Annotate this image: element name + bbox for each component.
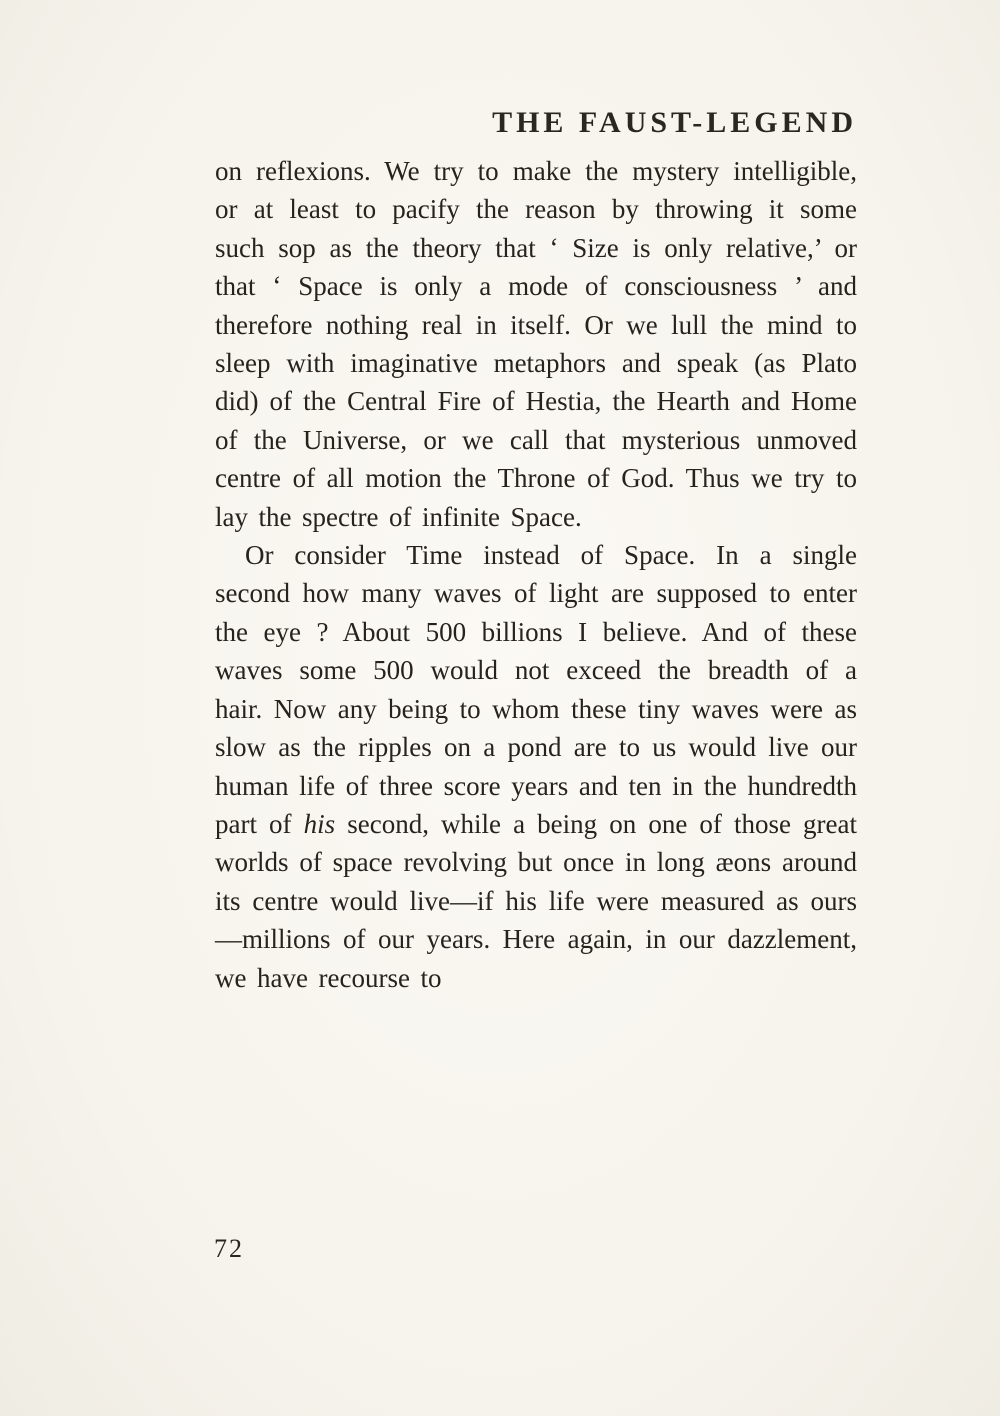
paragraph-2 [215,536,857,997]
paragraph-1 [215,152,857,536]
page-number: 72 [214,1234,244,1263]
paragraph-2-text-b: second, while a being on one of those great worlds of space revolving but once in long æons around its centre would live—if his life were measured as ours—millions of our years. Here again, in our dazzlement, we have recourse to [215,808,857,993]
paragraph-2-text-a: Or consider Time instead of Space. In a single second how many waves of light are supposed to enter the eye ? About 500 billions I believe. And of these waves some 500 would not exceed the breadth of a hair. Now any being to whom these tiny waves were as slow as the ripples on a pond are to us would live our human life of three score years and ten in the hundredth part of [215,540,857,839]
paragraph-2-italic-word: his [303,808,336,839]
paragraph-1-text: on reflexions. We try to make the mystery intelligible, or at least to pacify the reason by throwing it some such sop as the theory that ‘ Size is only relative,’ or that ‘ Space is only a mode of consciousness ’ and therefore nothing real in itself. Or we lull the mind to sleep with imaginative metaphors and speak (as Plato did) of the Central Fire of Hestia, the Hearth and Home of the Universe, or we call that mysterious unmoved centre of all motion the Throne of God. Thus we try to lay the spectre of infinite Space. [215,156,857,532]
text-block [215,152,857,997]
running-header: THE FAUST-LEGEND [492,106,857,139]
